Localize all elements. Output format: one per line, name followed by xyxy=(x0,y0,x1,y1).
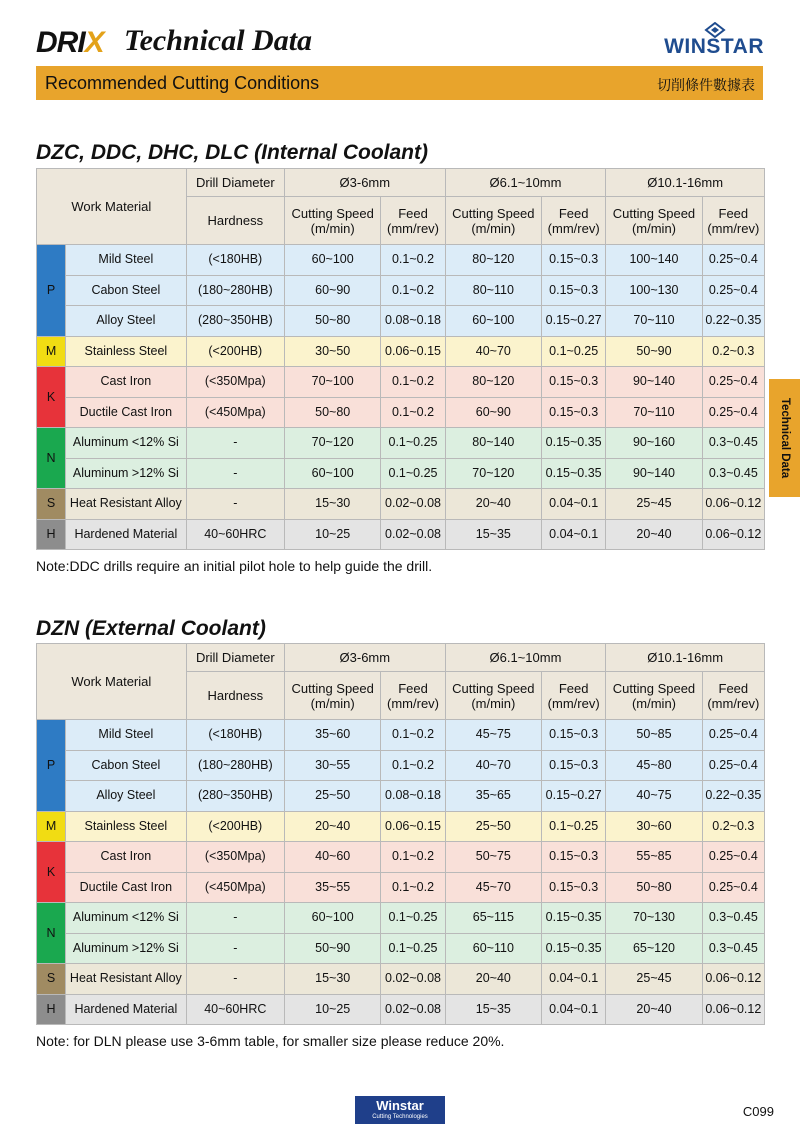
cutting-speed-cell: 50~75 xyxy=(445,842,541,873)
cutting-speed-cell: 40~60 xyxy=(285,842,381,873)
feed-cell: 0.06~0.15 xyxy=(381,811,445,842)
feed-header xyxy=(542,672,606,720)
feed-cell: 0.08~0.18 xyxy=(381,306,445,337)
hardness-cell: - xyxy=(186,458,284,489)
table-row xyxy=(37,811,765,842)
feed-cell: 0.1~0.2 xyxy=(381,397,445,428)
cutting-speed-cell: 70~120 xyxy=(445,458,541,489)
material-cell: Cabon Steel xyxy=(66,275,187,306)
hardness-cell: (<450Mpa) xyxy=(186,872,284,903)
cutting-speed-cell: 60~100 xyxy=(445,306,541,337)
cutting-speed-cell: 30~55 xyxy=(285,750,381,781)
table-row xyxy=(37,367,765,398)
feed-cell: 0.1~0.2 xyxy=(381,720,445,751)
material-cell: Hardened Material xyxy=(66,994,187,1025)
cutting-speed-cell: 50~90 xyxy=(285,933,381,964)
cutting-speed-cell: 20~40 xyxy=(445,489,541,520)
cutting-speed-cell: 60~100 xyxy=(285,903,381,934)
cutting-speed-cell: 70~110 xyxy=(606,397,702,428)
cutting-speed-header xyxy=(445,197,541,245)
feed-cell: 0.15~0.35 xyxy=(542,458,606,489)
cutting-speed-cell: 60~100 xyxy=(285,245,381,276)
feed-cell: 0.15~0.35 xyxy=(542,428,606,459)
banner-chinese: 切削條件數據表 xyxy=(657,77,755,93)
feed-cell: 0.2~0.3 xyxy=(702,811,764,842)
cutting-speed-cell: 70~130 xyxy=(606,903,702,934)
cutting-speed-header xyxy=(606,672,702,720)
feed-cell: 0.04~0.1 xyxy=(542,964,606,995)
cutting-speed-cell: 15~35 xyxy=(445,519,541,550)
hardness-cell: - xyxy=(186,964,284,995)
cutting-speed-cell: 80~110 xyxy=(445,275,541,306)
cutting-speed-header-unit: (m/min) xyxy=(310,695,355,711)
feed-cell: 0.22~0.35 xyxy=(702,781,764,812)
cutting-speed-header-unit: (m/min) xyxy=(310,220,355,236)
hardness-cell: (<350Mpa) xyxy=(186,842,284,873)
hardness-cell: (<180HB) xyxy=(186,720,284,751)
cutting-speed-cell: 45~75 xyxy=(445,720,541,751)
cutting-speed-header-unit: (m/min) xyxy=(631,220,676,236)
hardness-cell: 40~60HRC xyxy=(186,519,284,550)
hardness-header: Hardness xyxy=(186,672,284,720)
feed-header xyxy=(542,197,606,245)
material-cell: Ductile Cast Iron xyxy=(66,397,187,428)
table-row xyxy=(37,458,765,489)
cutting-speed-header-label: Cutting Speed xyxy=(291,680,374,696)
cutting-speed-cell: 40~75 xyxy=(606,781,702,812)
table-row xyxy=(37,306,765,337)
material-cell: Aluminum <12% Si xyxy=(66,903,187,934)
material-cell: Aluminum >12% Si xyxy=(66,933,187,964)
header-row-1 xyxy=(37,644,765,672)
feed-cell: 0.06~0.12 xyxy=(702,964,764,995)
iso-category-s: S xyxy=(37,964,66,995)
feed-cell: 0.3~0.45 xyxy=(702,428,764,459)
table-row xyxy=(37,397,765,428)
feed-cell: 0.15~0.3 xyxy=(542,872,606,903)
feed-header-label: Feed xyxy=(398,680,428,696)
cutting-speed-cell: 20~40 xyxy=(285,811,381,842)
cutting-speed-cell: 70~100 xyxy=(285,367,381,398)
table-row xyxy=(37,245,765,276)
cutting-speed-cell: 55~85 xyxy=(606,842,702,873)
feed-cell: 0.1~0.2 xyxy=(381,842,445,873)
cutting-speed-cell: 100~140 xyxy=(606,245,702,276)
table-2-title: DZN (External Coolant) xyxy=(36,617,266,640)
feed-cell: 0.15~0.3 xyxy=(542,720,606,751)
feed-cell: 0.22~0.35 xyxy=(702,306,764,337)
cutting-speed-header-label: Cutting Speed xyxy=(452,205,535,221)
cutting-speed-cell: 20~40 xyxy=(445,964,541,995)
feed-cell: 0.06~0.12 xyxy=(702,519,764,550)
iso-category-n: N xyxy=(37,903,66,964)
brand-name: WINSTAR xyxy=(664,35,764,58)
feed-cell: 0.06~0.12 xyxy=(702,489,764,520)
cutting-speed-cell: 100~130 xyxy=(606,275,702,306)
cutting-speed-header-label: Cutting Speed xyxy=(612,205,696,221)
diameter-6-10-header: Ø6.1~10mm xyxy=(445,644,606,672)
side-tab-technical-data: Technical Data xyxy=(769,379,800,497)
table-row xyxy=(37,750,765,781)
feed-header-unit: (mm/rev) xyxy=(707,220,760,236)
cutting-conditions-table-external xyxy=(36,643,765,1025)
iso-category-k: K xyxy=(37,842,66,903)
iso-category-m: M xyxy=(37,336,66,367)
iso-category-m: M xyxy=(37,811,66,842)
hardness-cell: (<350Mpa) xyxy=(186,367,284,398)
table-row xyxy=(37,428,765,459)
material-cell: Cast Iron xyxy=(66,367,187,398)
feed-header-unit: (mm/rev) xyxy=(547,695,600,711)
material-cell: Mild Steel xyxy=(66,720,187,751)
material-cell: Stainless Steel xyxy=(66,336,187,367)
cutting-speed-header-label: Cutting Speed xyxy=(452,680,535,696)
cutting-speed-header-label: Cutting Speed xyxy=(612,680,696,696)
cutting-speed-cell: 80~140 xyxy=(445,428,541,459)
cutting-speed-cell: 30~50 xyxy=(285,336,381,367)
feed-cell: 0.1~0.2 xyxy=(381,275,445,306)
cutting-speed-header xyxy=(285,672,381,720)
cutting-speed-cell: 25~50 xyxy=(285,781,381,812)
cutting-speed-cell: 90~140 xyxy=(606,367,702,398)
feed-cell: 0.15~0.27 xyxy=(542,781,606,812)
feed-cell: 0.25~0.4 xyxy=(702,275,764,306)
cutting-speed-cell: 60~110 xyxy=(445,933,541,964)
feed-cell: 0.1~0.2 xyxy=(381,750,445,781)
table-row xyxy=(37,903,765,934)
feed-header-label: Feed xyxy=(718,205,749,221)
cutting-speed-cell: 65~115 xyxy=(445,903,541,934)
feed-cell: 0.15~0.35 xyxy=(542,903,606,934)
hardness-cell: 40~60HRC xyxy=(186,994,284,1025)
cutting-speed-cell: 80~120 xyxy=(445,245,541,276)
cutting-speed-header-unit: (m/min) xyxy=(471,695,516,711)
feed-cell: 0.25~0.4 xyxy=(702,367,764,398)
feed-cell: 0.02~0.08 xyxy=(381,489,445,520)
header-row-1 xyxy=(37,169,765,197)
cutting-speed-header xyxy=(606,197,702,245)
table-row xyxy=(37,842,765,873)
table-1-note: Note:DDC drills require an initial pilot hole to help guide the drill. xyxy=(36,558,433,574)
cutting-speed-cell: 10~25 xyxy=(285,994,381,1025)
cutting-speed-cell: 20~40 xyxy=(606,994,702,1025)
cutting-speed-cell: 20~40 xyxy=(606,519,702,550)
drix-logo: DRIX xyxy=(36,26,104,59)
table-row xyxy=(37,781,765,812)
feed-header xyxy=(381,197,445,245)
material-cell: Aluminum >12% Si xyxy=(66,458,187,489)
winstar-logo xyxy=(654,22,764,62)
material-cell: Cabon Steel xyxy=(66,750,187,781)
material-cell: Ductile Cast Iron xyxy=(66,872,187,903)
cutting-speed-cell: 15~30 xyxy=(285,964,381,995)
feed-cell: 0.1~0.25 xyxy=(381,903,445,934)
material-cell: Heat Resistant Alloy xyxy=(66,964,187,995)
feed-cell: 0.25~0.4 xyxy=(702,872,764,903)
feed-cell: 0.1~0.25 xyxy=(542,336,606,367)
feed-cell: 0.3~0.45 xyxy=(702,903,764,934)
cutting-speed-cell: 90~140 xyxy=(606,458,702,489)
cutting-speed-header xyxy=(285,197,381,245)
feed-header-unit: (mm/rev) xyxy=(387,220,440,236)
diameter-3-6-header: Ø3-6mm xyxy=(285,169,446,197)
feed-cell: 0.1~0.25 xyxy=(542,811,606,842)
table-row xyxy=(37,933,765,964)
feed-cell: 0.1~0.25 xyxy=(381,933,445,964)
feed-cell: 0.15~0.3 xyxy=(542,842,606,873)
cutting-speed-cell: 90~160 xyxy=(606,428,702,459)
table-row xyxy=(37,872,765,903)
table-row xyxy=(37,964,765,995)
feed-cell: 0.04~0.1 xyxy=(542,519,606,550)
section-banner xyxy=(36,66,763,100)
drill-diameter-header: Drill Diameter xyxy=(186,169,284,197)
cutting-speed-cell: 15~35 xyxy=(445,994,541,1025)
feed-cell: 0.1~0.2 xyxy=(381,367,445,398)
feed-cell: 0.25~0.4 xyxy=(702,397,764,428)
feed-cell: 0.02~0.08 xyxy=(381,519,445,550)
hardness-cell: (<450Mpa) xyxy=(186,397,284,428)
feed-cell: 0.15~0.3 xyxy=(542,275,606,306)
cutting-speed-cell: 35~60 xyxy=(285,720,381,751)
cutting-speed-cell: 60~90 xyxy=(285,275,381,306)
hardness-cell: (180~280HB) xyxy=(186,750,284,781)
material-cell: Aluminum <12% Si xyxy=(66,428,187,459)
material-cell: Mild Steel xyxy=(66,245,187,276)
diameter-6-10-header: Ø6.1~10mm xyxy=(445,169,606,197)
feed-cell: 0.25~0.4 xyxy=(702,842,764,873)
material-cell: Heat Resistant Alloy xyxy=(66,489,187,520)
table-row xyxy=(37,720,765,751)
feed-cell: 0.3~0.45 xyxy=(702,458,764,489)
cutting-speed-cell: 45~80 xyxy=(606,750,702,781)
feed-header-label: Feed xyxy=(558,205,589,221)
table-row xyxy=(37,336,765,367)
hardness-cell: (<200HB) xyxy=(186,336,284,367)
diameter-10-16-header: Ø10.1-16mm xyxy=(606,169,765,197)
feed-header-label: Feed xyxy=(718,680,749,696)
cutting-speed-cell: 30~60 xyxy=(606,811,702,842)
drill-diameter-header: Drill Diameter xyxy=(186,644,284,672)
hardness-cell: (<180HB) xyxy=(186,245,284,276)
cutting-conditions-table-internal xyxy=(36,168,765,550)
feed-cell: 0.1~0.2 xyxy=(381,245,445,276)
cutting-speed-cell: 70~120 xyxy=(285,428,381,459)
cutting-speed-cell: 60~100 xyxy=(285,458,381,489)
feed-header-unit: (mm/rev) xyxy=(387,695,440,711)
feed-cell: 0.04~0.1 xyxy=(542,489,606,520)
feed-cell: 0.08~0.18 xyxy=(381,781,445,812)
cutting-speed-cell: 25~50 xyxy=(445,811,541,842)
cutting-speed-cell: 65~120 xyxy=(606,933,702,964)
feed-cell: 0.06~0.12 xyxy=(702,994,764,1025)
cutting-speed-cell: 80~120 xyxy=(445,367,541,398)
hardness-header: Hardness xyxy=(186,197,284,245)
cutting-speed-cell: 50~85 xyxy=(606,720,702,751)
hardness-cell: (280~350HB) xyxy=(186,306,284,337)
feed-cell: 0.3~0.45 xyxy=(702,933,764,964)
feed-header xyxy=(381,672,445,720)
iso-category-h: H xyxy=(37,994,66,1025)
feed-header-unit: (mm/rev) xyxy=(547,220,600,236)
cutting-speed-cell: 40~70 xyxy=(445,750,541,781)
feed-cell: 0.15~0.3 xyxy=(542,397,606,428)
feed-cell: 0.02~0.08 xyxy=(381,964,445,995)
hardness-cell: (280~350HB) xyxy=(186,781,284,812)
feed-cell: 0.15~0.3 xyxy=(542,245,606,276)
iso-category-p: P xyxy=(37,245,66,337)
diameter-3-6-header: Ø3-6mm xyxy=(285,644,446,672)
cutting-speed-cell: 10~25 xyxy=(285,519,381,550)
cutting-speed-cell: 40~70 xyxy=(445,336,541,367)
feed-header-label: Feed xyxy=(558,680,589,696)
hardness-cell: - xyxy=(186,903,284,934)
cutting-speed-cell: 50~80 xyxy=(285,397,381,428)
feed-cell: 0.25~0.4 xyxy=(702,750,764,781)
feed-cell: 0.1~0.2 xyxy=(381,872,445,903)
feed-header xyxy=(702,672,764,720)
cutting-speed-cell: 25~45 xyxy=(606,489,702,520)
cutting-speed-cell: 35~65 xyxy=(445,781,541,812)
feed-cell: 0.15~0.3 xyxy=(542,750,606,781)
table-2-note: Note: for DLN please use 3-6mm table, for smaller size please reduce 20%. xyxy=(36,1033,505,1049)
feed-header-label: Feed xyxy=(398,205,428,221)
footer-winstar-logo: Winstar Cutting Technologies xyxy=(355,1096,445,1124)
cutting-speed-cell: 50~80 xyxy=(285,306,381,337)
cutting-speed-header-unit: (m/min) xyxy=(471,220,516,236)
cutting-speed-cell: 25~45 xyxy=(606,964,702,995)
page-header xyxy=(36,22,766,66)
feed-cell: 0.25~0.4 xyxy=(702,720,764,751)
cutting-speed-header xyxy=(445,672,541,720)
diameter-10-16-header: Ø10.1-16mm xyxy=(606,644,765,672)
feed-cell: 0.15~0.35 xyxy=(542,933,606,964)
feed-cell: 0.25~0.4 xyxy=(702,245,764,276)
material-cell: Cast Iron xyxy=(66,842,187,873)
hardness-cell: - xyxy=(186,489,284,520)
feed-cell: 0.1~0.25 xyxy=(381,428,445,459)
feed-cell: 0.1~0.25 xyxy=(381,458,445,489)
material-cell: Hardened Material xyxy=(66,519,187,550)
cutting-speed-header-label: Cutting Speed xyxy=(291,205,374,221)
iso-category-s: S xyxy=(37,489,66,520)
feed-cell: 0.04~0.1 xyxy=(542,994,606,1025)
feed-header-unit: (mm/rev) xyxy=(707,695,760,711)
hardness-cell: - xyxy=(186,933,284,964)
work-material-header: Work Material xyxy=(37,644,187,720)
feed-cell: 0.2~0.3 xyxy=(702,336,764,367)
feed-header xyxy=(702,197,764,245)
iso-category-k: K xyxy=(37,367,66,428)
feed-cell: 0.02~0.08 xyxy=(381,994,445,1025)
material-cell: Stainless Steel xyxy=(66,811,187,842)
table-row xyxy=(37,519,765,550)
hardness-cell: - xyxy=(186,428,284,459)
iso-category-h: H xyxy=(37,519,66,550)
table-row xyxy=(37,994,765,1025)
page-number: C099 xyxy=(742,1104,774,1119)
cutting-speed-cell: 35~55 xyxy=(285,872,381,903)
hardness-cell: (<200HB) xyxy=(186,811,284,842)
iso-category-p: P xyxy=(37,720,66,812)
material-cell: Alloy Steel xyxy=(66,781,187,812)
material-cell: Alloy Steel xyxy=(66,306,187,337)
feed-cell: 0.06~0.15 xyxy=(381,336,445,367)
feed-cell: 0.15~0.3 xyxy=(542,367,606,398)
page-title: Technical Data xyxy=(124,24,313,57)
cutting-speed-cell: 15~30 xyxy=(285,489,381,520)
cutting-speed-cell: 45~70 xyxy=(445,872,541,903)
cutting-speed-cell: 50~90 xyxy=(606,336,702,367)
hardness-cell: (180~280HB) xyxy=(186,275,284,306)
work-material-header: Work Material xyxy=(37,169,187,245)
table-row xyxy=(37,489,765,520)
cutting-speed-cell: 50~80 xyxy=(606,872,702,903)
table-1-title: DZC, DDC, DHC, DLC (Internal Coolant) xyxy=(36,141,428,164)
feed-cell: 0.15~0.27 xyxy=(542,306,606,337)
cutting-speed-header-unit: (m/min) xyxy=(631,695,676,711)
cutting-speed-cell: 70~110 xyxy=(606,306,702,337)
table-row xyxy=(37,275,765,306)
iso-category-n: N xyxy=(37,428,66,489)
cutting-speed-cell: 60~90 xyxy=(445,397,541,428)
banner-english: Recommended Cutting Conditions xyxy=(45,73,320,93)
